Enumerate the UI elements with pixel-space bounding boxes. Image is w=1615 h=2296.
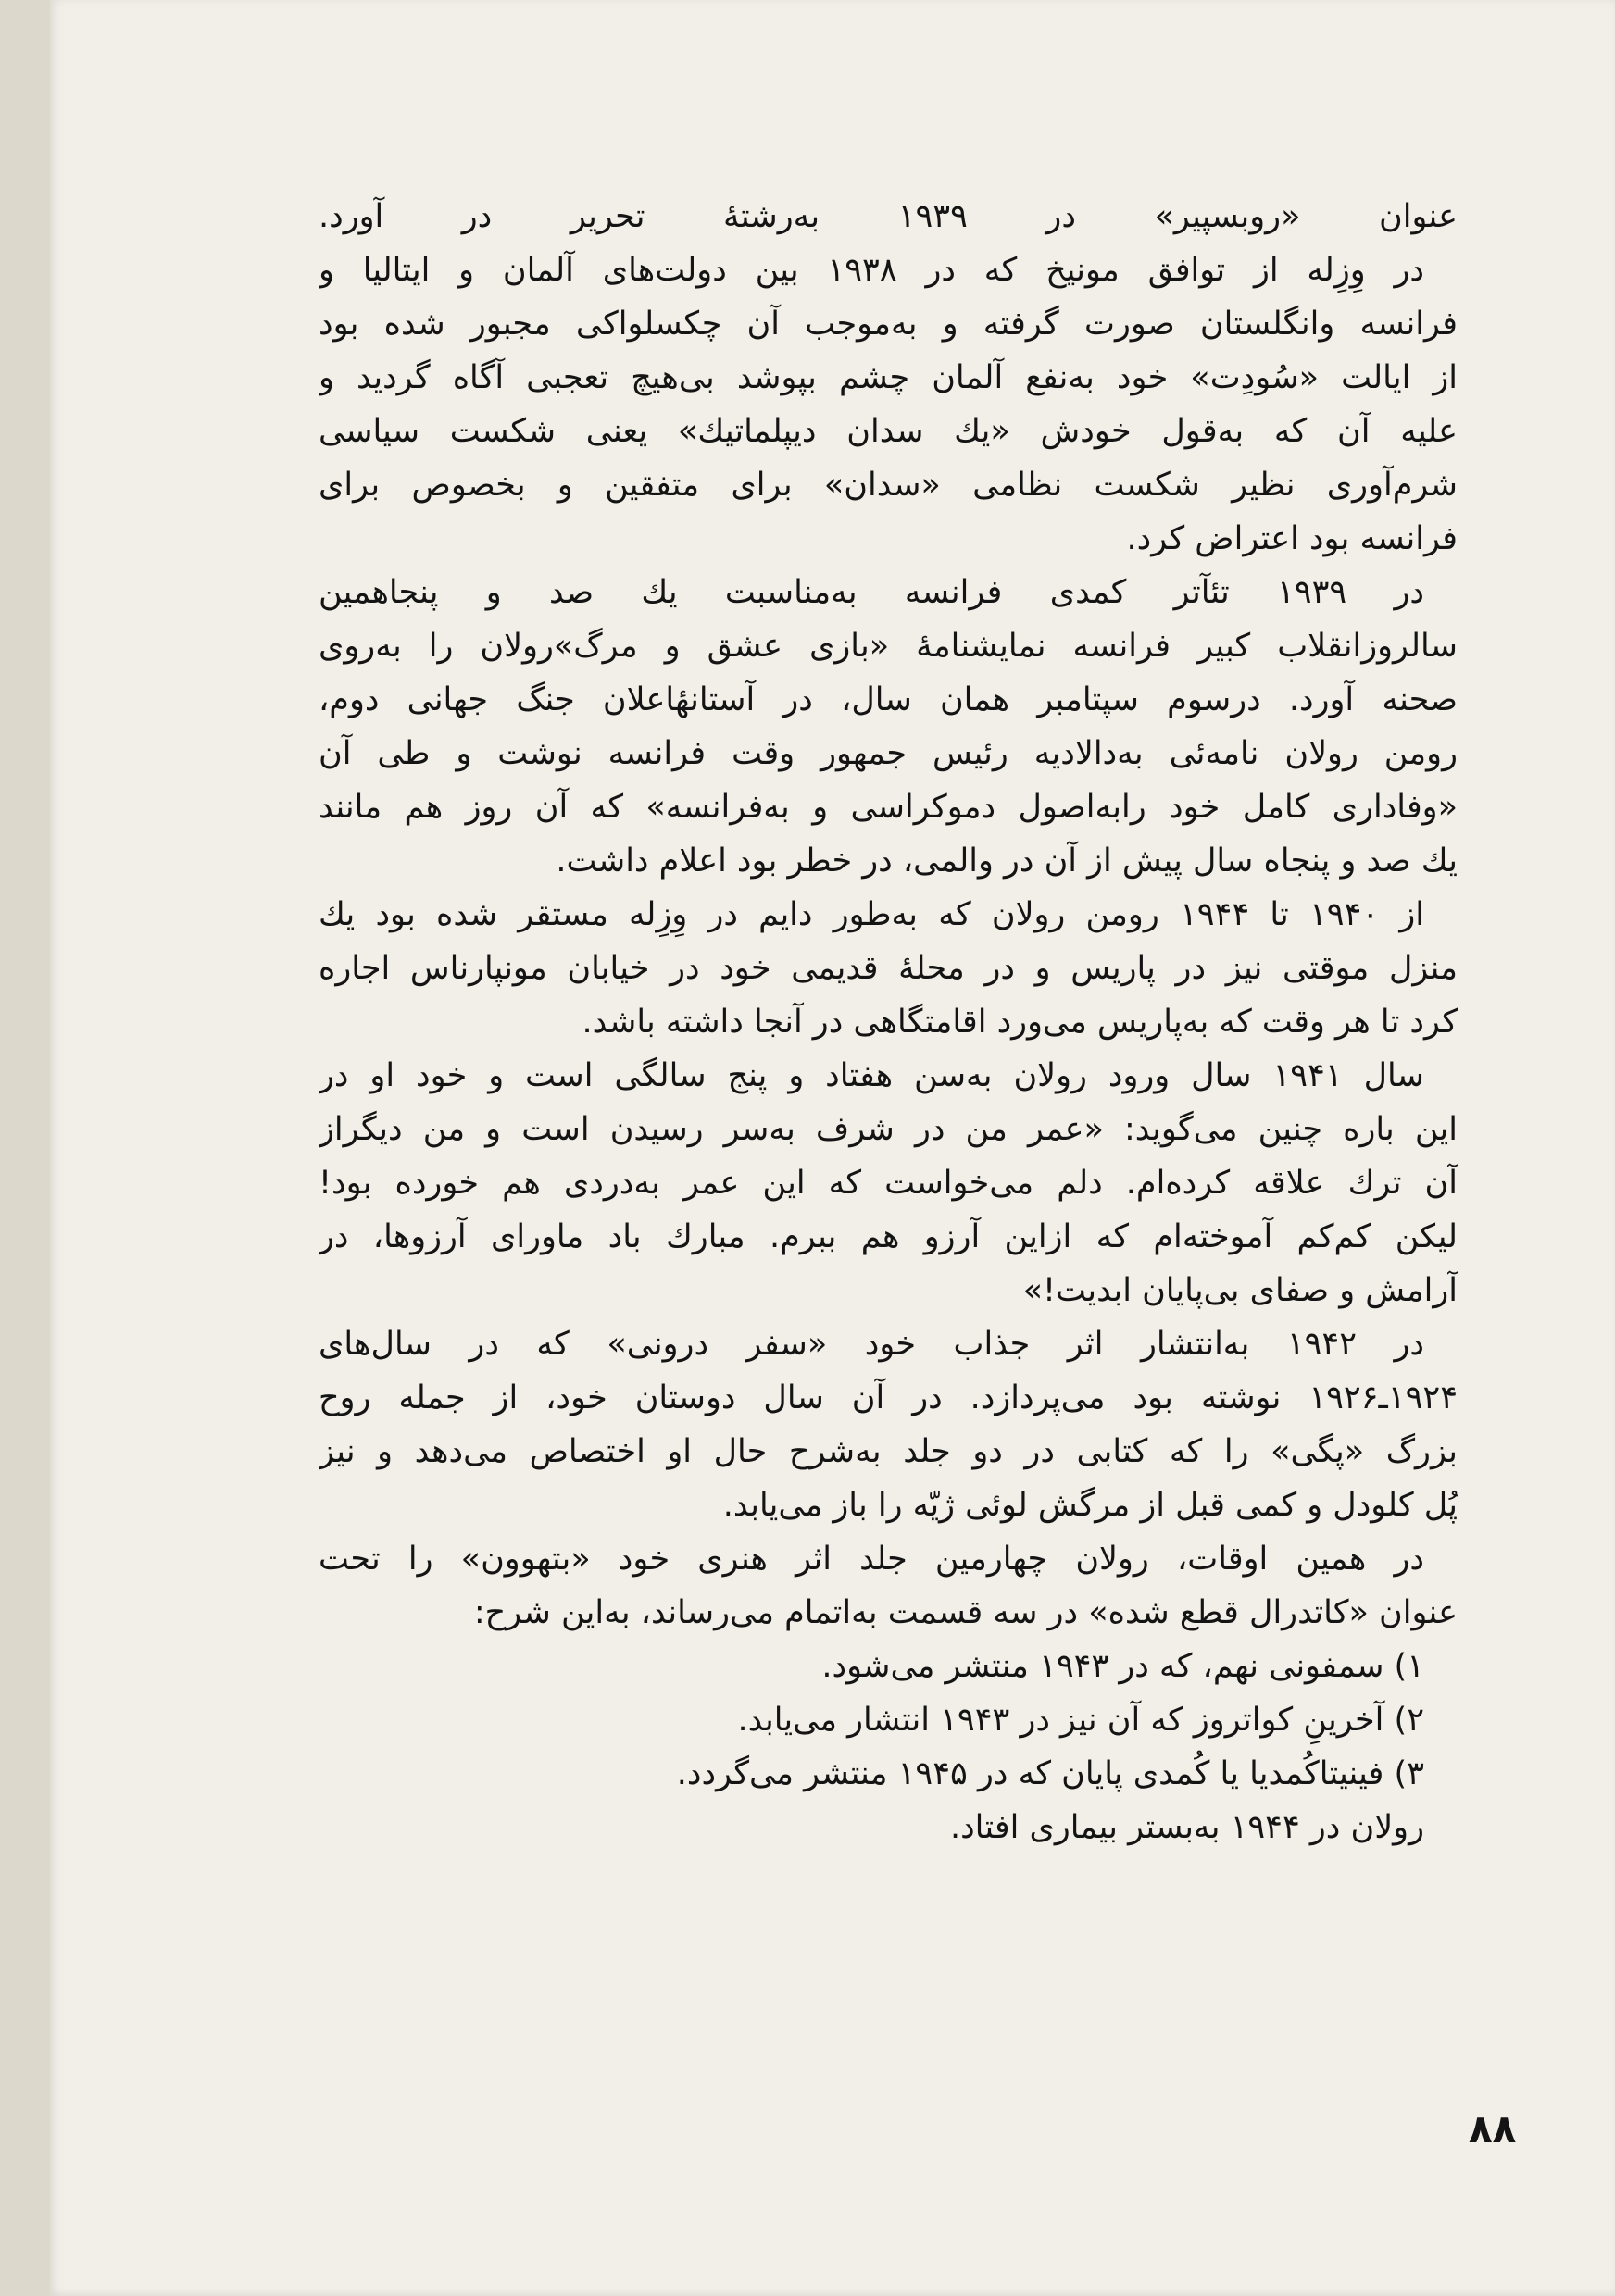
text-line: علیه آن که به‌قول خودش «یك سدان دیپلماتیك» یعنی شکست سیاسی — [319, 413, 1458, 450]
text-line: شرم‌آوری نظیر شکست نظامی «سدان» برای متفقین و بخصوص برای — [319, 467, 1458, 504]
text-line: سال ۱۹۴۱ سال ورود رولان به‌سن هفتاد و پنج سالگی است و خود او در — [319, 1057, 1425, 1094]
text-line: «وفاداری کامل خود رابه‌اصول دموکراسی و به‌فرانسه» که آن روز هم مانند — [319, 789, 1458, 826]
text-line: فرانسه وانگلستان صورت گرفته و به‌موجب آن چکسلواکی مجبور شده بود — [319, 306, 1458, 343]
text-line: بزرگ «پگی» را که کتابی در دو جلد به‌شرح حال او اختصاص می‌دهد و نیز — [319, 1433, 1458, 1470]
list-item: ۲) آخرینِ کواتروز که آن نیز در ۱۹۴۳ انتشار می‌یابد. — [737, 1702, 1424, 1739]
text-line: رومن رولان نامه‌ئی به‌دالادیه رئیس جمهور وقت فرانسه نوشت و طی آن — [319, 735, 1458, 772]
book-page — [50, 0, 1615, 2296]
text-line: آن ترك علاقه کرده‌ام. دلم می‌خواست که این عمر به‌دردی هم خورده بود! — [319, 1165, 1458, 1202]
text-line: یك صد و پنجاه سال پیش از آن در والمی، در خطر بود اعلام داشت. — [556, 842, 1458, 880]
text-line: صحنه آورد. درسوم سپتامبر همان سال، در آستانهٔاعلان جنگ جهانی دوم، — [319, 681, 1458, 718]
text-line: در همین اوقات، رولان چهارمین جلد اثر هنری خود «بتهوون» را تحت — [319, 1541, 1424, 1578]
text-line: عنوان «روبسپیر» در ۱۹۳۹ به‌رشتهٔ تحریر در آورد. — [319, 198, 1458, 235]
text-line: عنوان «کاتدرال قطع شده» در سه قسمت به‌اتمام می‌رساند، به‌این شرح: — [473, 1594, 1458, 1631]
body-text — [319, 190, 1458, 1854]
text-line: پُل کلودل و کمی قبل از مرگش لوئی ژیّه را باز می‌یابد. — [722, 1487, 1458, 1524]
text-line: در ۱۹۴۲ به‌انتشار اثر جذاب خود «سفر درونی» که در سال‌های — [319, 1326, 1424, 1363]
text-line: از ۱۹۴۰ تا ۱۹۴۴ رومن رولان که به‌طور دایم در وِزِله مستقر شده بود یك — [319, 896, 1424, 933]
text-line: کرد تا هر وقت که به‌پاریس می‌ورد اقامتگاهی در آنجا داشته باشد. — [582, 1004, 1458, 1041]
text-line: فرانسه بود اعتراض کرد. — [1126, 520, 1458, 557]
text-line: ۱۹۲۴ـ۱۹۲۶ نوشته بود می‌پردازد. در آن سال دوستان خود، از جمله روح — [319, 1379, 1458, 1416]
text-line: این باره چنین می‌گوید: «عمر من در شرف به‌سر رسیدن است و من دیگراز — [319, 1111, 1458, 1148]
page-number: ۸۸ — [1469, 2106, 1517, 2152]
text-line: در وِزِله از توافق مونیخ که در ۱۹۳۸ بین دولت‌های آلمان و ایتالیا و — [319, 252, 1424, 289]
list-item: ۱) سمفونی نهم، که در ۱۹۴۳ منتشر می‌شود. — [821, 1648, 1424, 1685]
text-line: سالروزانقلاب کبیر فرانسه نمایشنامهٔ «بازی عشق و مرگ»رولان را به‌روی — [319, 628, 1458, 665]
text-line: در ۱۹۳۹ تئآتر کمدی فرانسه به‌مناسبت یك صد و پنجاهمین — [319, 574, 1424, 611]
text-line: رولان در ۱۹۴۴ به‌بستر بیماری افتاد. — [949, 1809, 1424, 1846]
text-line: آرامش و صفای بی‌پایان ابدیت!» — [1022, 1272, 1458, 1309]
text-line: لیکن کم‌کم آموخته‌ام که ازاین آرزو هم ببرم. مبارك باد ماورای آرزوها، در — [319, 1218, 1458, 1255]
text-line: از ایالت «سُودِت» خود به‌نفع آلمان چشم بپوشد بی‌هیچ تعجبی آگاه گردید و — [319, 359, 1458, 396]
list-item: ۳) فینیتاکُمدیا یا کُمدی پایان که در ۱۹۴۵ منتشر می‌گردد. — [676, 1755, 1424, 1792]
text-line: منزل موقتی نیز در پاریس و در محلهٔ قدیمی خود در خیابان مونپارناس اجاره — [319, 950, 1458, 987]
